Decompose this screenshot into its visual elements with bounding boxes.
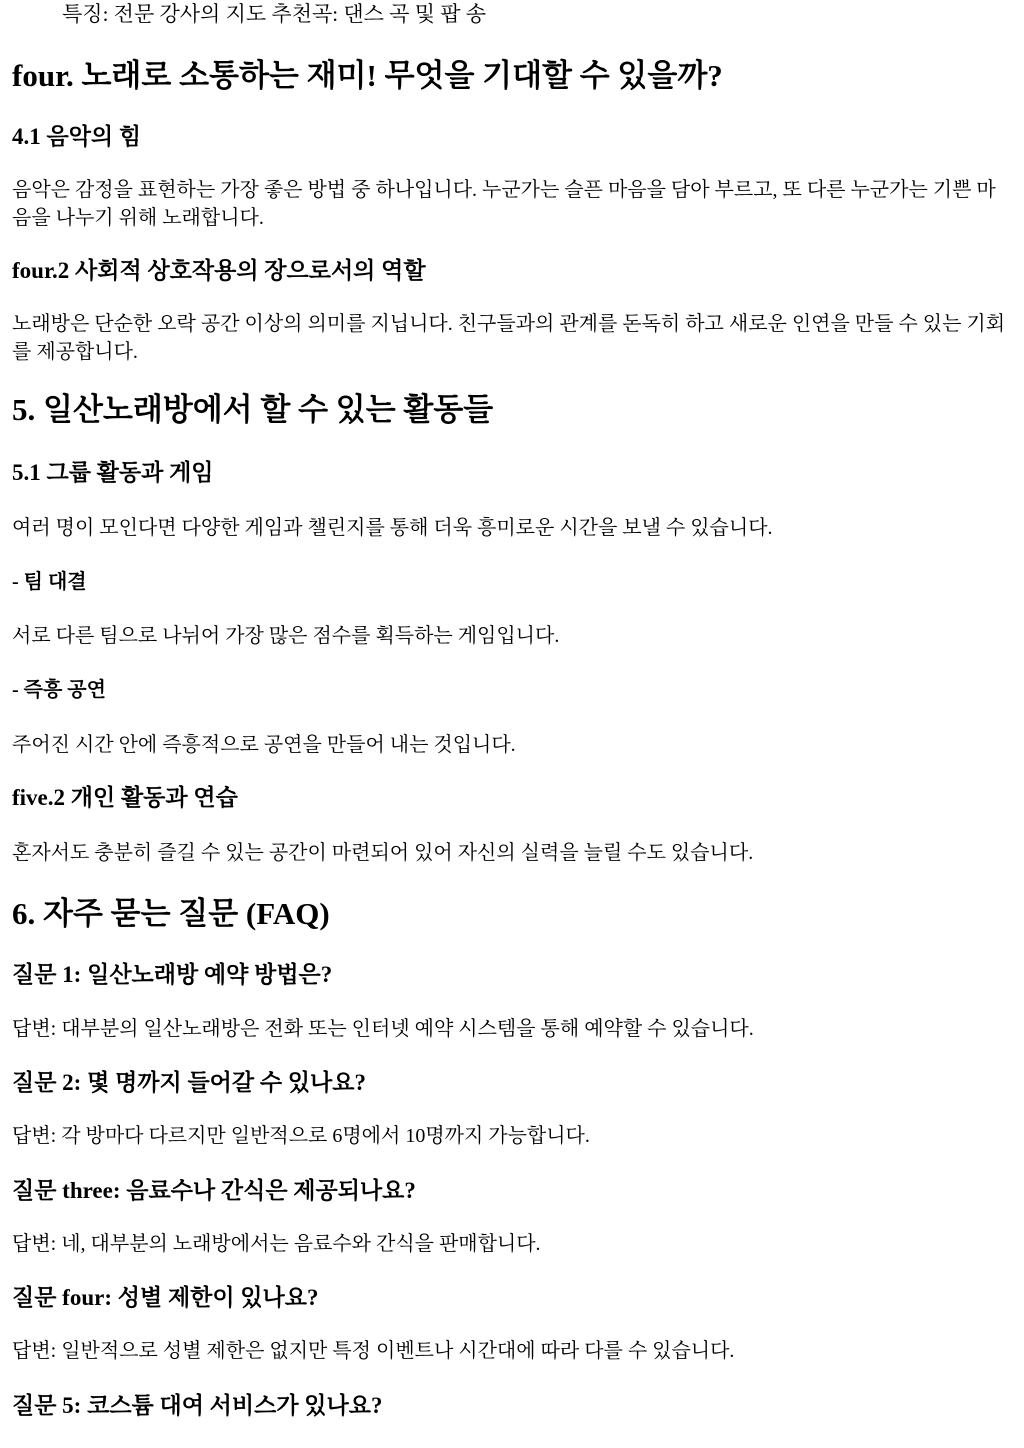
faq-answer: 답변: 일반적으로 성별 제한은 없지만 특정 이벤트나 시간대에 따라 다를 수 있습니다. [12, 1340, 735, 1362]
section-5-1-text: 여러 명이 모인다면 다양한 게임과 챌린지를 통해 더욱 흥미로운 시간을 보낼 수 있습니다. [12, 517, 773, 539]
faq-question: 질문 1: 일산노래방 예약 방법은? [12, 962, 333, 987]
faq-answer: 답변: 네, 대부분의 노래방에서는 음료수와 간식을 판매합니다. [12, 1233, 541, 1255]
improv-heading: - 즉흥 공연 [12, 679, 106, 701]
section-4-1-heading: 4.1 음악의 힘 [12, 124, 142, 149]
faq-answer: 답변: 각 방마다 다르지만 일반적으로 6명에서 10명까지 가능합니다. [12, 1125, 590, 1147]
faq-heading: 6. 자주 묻는 질문 (FAQ) [12, 896, 330, 931]
section-4-2-text: 노래방은 단순한 오락 공간 이상의 의미를 지닙니다. 친구들과의 관계를 돈독히 하고 새로운 인연을 만들 수 있는 기회를 제공합니다. [12, 313, 1006, 363]
faq-question: 질문 5: 코스튬 대여 서비스가 있나요? [12, 1393, 383, 1418]
section-5-2-heading: five.2 개인 활동과 연습 [12, 785, 238, 810]
team-battle-heading: - 팀 대결 [12, 571, 87, 593]
faq-answer: 답변: 대부분의 일산노래방은 전화 또는 인터넷 예약 시스템을 통해 예약할 수 있습니다. [12, 1018, 754, 1040]
feature-line: 특징: 전문 강사의 지도 추천곡: 댄스 곡 및 팝 송 [62, 2, 487, 26]
team-battle-text: 서로 다른 팀으로 나뉘어 가장 많은 점수를 획득하는 게임입니다. [12, 625, 560, 647]
faq-question: 질문 four: 성별 제한이 있나요? [12, 1285, 319, 1310]
faq-question: 질문 2: 몇 명까지 들어갈 수 있나요? [12, 1070, 366, 1095]
section-4-2-heading: four.2 사회적 상호작용의 장으로서의 역할 [12, 258, 426, 283]
section-5-1-heading: 5.1 그룹 활동과 게임 [12, 460, 214, 485]
improv-text: 주어진 시간 안에 즉흥적으로 공연을 만들어 내는 것입니다. [12, 734, 516, 756]
section-4-1-text: 음악은 감정을 표현하는 가장 좋은 방법 중 하나입니다. 누군가는 슬픈 마음을 담아 부르고, 또 다른 누군가는 기쁜 마음을 나누기 위해 노래합니다. [12, 179, 996, 229]
faq-question: 질문 three: 음료수나 간식은 제공되나요? [12, 1178, 416, 1203]
section-5-heading: 5. 일산노래방에서 할 수 있는 활동들 [12, 392, 494, 427]
section-5-2-text: 혼자서도 충분히 즐길 수 있는 공간이 마련되어 있어 자신의 실력을 늘릴 수도 있습니다. [12, 842, 754, 864]
section-4-heading: four. 노래로 소통하는 재미! 무엇을 기대할 수 있을까? [12, 58, 723, 93]
